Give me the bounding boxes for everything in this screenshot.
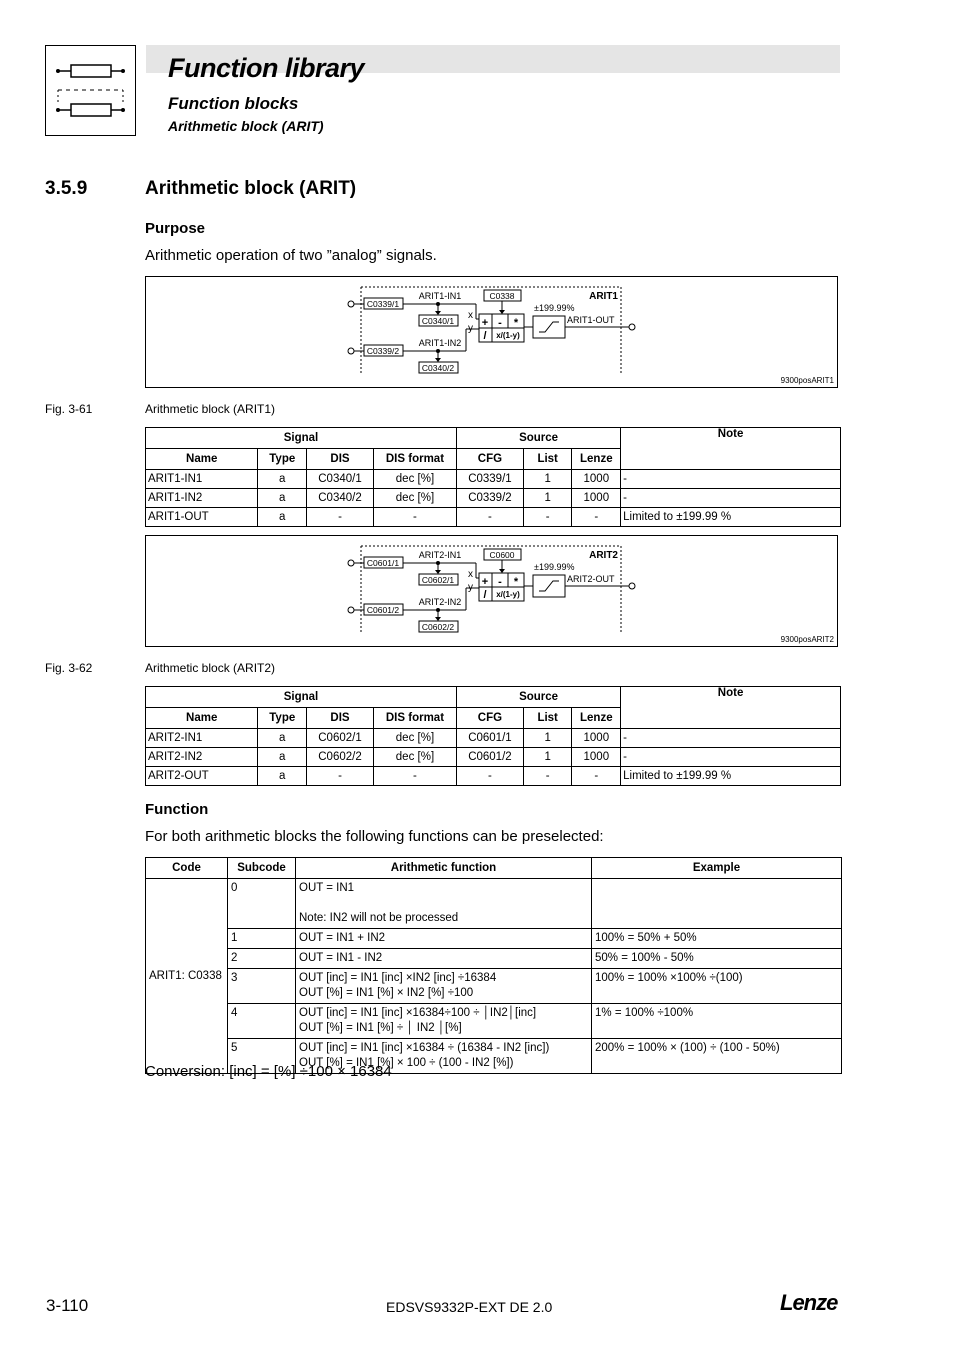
table-row: ARIT1-IN2 a C0340/2 dec [%] C0339/2 1 1000 -: [146, 489, 841, 508]
svg-text:-: -: [498, 317, 502, 329]
arit2-code: C0600: [489, 550, 515, 560]
arit2-cfg1: C0601/1: [366, 558, 400, 568]
purpose-heading: Purpose: [145, 220, 206, 237]
arit2-block-name: ARIT2: [589, 550, 618, 561]
svg-text:/: /: [483, 330, 487, 342]
fig2-caption: Arithmetic block (ARIT2): [145, 661, 276, 675]
code-cell: ARIT1: C0338: [146, 879, 228, 1074]
arit2-limit: ±199.99%: [534, 562, 575, 572]
arit1-x-label: x: [468, 310, 473, 321]
arit1-dis1: C0340/1: [421, 316, 455, 326]
table-row: 2 OUT = IN1 - IN2 50% = 100% - 50%: [146, 949, 842, 969]
purpose-text: Arithmetic operation of two ”analog” signals.: [145, 247, 437, 264]
arithmetic-function-table: Code Subcode Arithmetic function Example ARIT1: C0338 0 OUT = IN1 Note: IN2 will not be processed 1 OUT = IN1 + IN2 100% = 50% + 50% 2 OUT = IN1 - IN2 50% = 100% - 50% 3 OUT [inc] = IN1 [inc] ×IN2 [inc] ÷16384 OUT [%] = IN1 [%] × IN2 [%] ÷100 100% = 100% ×100% ÷(100) 4 OUT [inc] = IN1 [inc] ×16384÷100 ÷ │IN2│[inc] OUT [%] = IN1 [%] ÷ │ IN2 │[%] 1% = 100% ÷100% 5 OUT [inc] = IN1 [inc] ×16384 ÷ (16384 - IN2 [inc]) OUT [%] = IN1 [%] × 100 ÷ (100 - IN2 [%]) 200% = 100% × (100) ÷ (100 - 50%): [145, 857, 842, 1074]
fig2-caption-number: Fig. 3-62: [45, 661, 93, 675]
arit2-y-label: y: [468, 582, 473, 593]
arit2-cfg2: C0601/2: [366, 605, 400, 615]
arit1-in2-label: ARIT1-IN2: [418, 338, 462, 348]
svg-text:*: *: [513, 317, 519, 329]
arit1-code: C0338: [489, 291, 515, 301]
figure-arit1: [145, 276, 838, 388]
page-number: 3-110: [46, 1296, 89, 1315]
fig1-caption: Arithmetic block (ARIT1): [145, 402, 276, 416]
svg-text:+: +: [481, 576, 489, 588]
arit2-ref: 9300posARIT2: [780, 635, 834, 644]
table-row: 5 OUT [inc] = IN1 [inc] ×16384 ÷ (16384 - IN2 [inc]) OUT [%] = IN1 [%] × 100 ÷ (100 - IN2 [%]) 200% = 100% × (100) ÷ (100 - 50%): [146, 1039, 842, 1074]
header-signal: Signal: [146, 428, 457, 449]
arit2-dis2: C0602/2: [421, 622, 455, 632]
fig1-caption-number: Fig. 3-61: [45, 402, 93, 416]
lenze-logo: Lenze: [780, 1290, 838, 1315]
arit2-x-label: x: [468, 569, 473, 580]
table-row: ARIT1-IN1 a C0340/1 dec [%] C0339/1 1 1000 -: [146, 470, 841, 489]
arit2-signal-table: Signal Source Note Name Type DIS DIS format CFG List Lenze ARIT2-IN1 a C0602/1 dec [%] C0601/1 1 1000 - ARIT2-IN2 a C0602/2 dec [%] C0601/2 1 1000 - ARIT2-OUT a - - - - - Limited to ±199.99 %: [145, 686, 841, 786]
svg-text:*: *: [513, 576, 519, 588]
header-note: Note: [621, 428, 841, 470]
arit2-in2-label: ARIT2-IN2: [418, 597, 462, 607]
svg-text:/: /: [483, 589, 487, 601]
table-row: ARIT2-IN1 a C0602/1 dec [%] C0601/1 1 1000 -: [146, 729, 841, 748]
arit2-dis1: C0602/1: [421, 575, 455, 585]
arit1-cfg2: C0339/2: [366, 346, 400, 356]
conversion-text: Conversion: [inc] = [%] ÷100 × 16384: [145, 1063, 392, 1080]
document-id: EDSVS9332P-EXT DE 2.0: [386, 1299, 553, 1315]
arit1-dis2: C0340/2: [421, 363, 455, 373]
arit1-out-label: ARIT1-OUT: [567, 315, 615, 325]
table-row: ARIT1-OUT a - - - - - Limited to ±199.99 %: [146, 508, 841, 527]
svg-text:+: +: [481, 317, 489, 329]
arit1-signal-table: Signal Source Note Name Type DIS DIS format CFG List Lenze ARIT1-IN1 a C0340/1 dec [%] C0339/1 1 1000 - ARIT1-IN2 a C0340/2 dec [%] C0339/2 1 1000 - ARIT1-OUT a - - - - - Limited to ±199.99 %: [145, 427, 841, 527]
table-row: 4 OUT [inc] = IN1 [inc] ×16384÷100 ÷ │IN2│[inc] OUT [%] = IN1 [%] ÷ │ IN2 │[%] 1% = 100% ÷100%: [146, 1004, 842, 1039]
section-title: Arithmetic block (ARIT): [145, 178, 357, 199]
svg-text:-: -: [498, 576, 502, 588]
arit1-limit: ±199.99%: [534, 303, 575, 313]
page-title: Function library: [168, 53, 365, 83]
table-row: ARIT2-OUT a - - - - - Limited to ±199.99 %: [146, 767, 841, 786]
page-subtitle: Function blocks: [168, 94, 299, 113]
arit2-diagram: [146, 536, 837, 646]
page-subsubtitle: Arithmetic block (ARIT): [168, 118, 324, 134]
arit2-in1-label: ARIT2-IN1: [418, 550, 462, 560]
header-source: Source: [457, 428, 621, 449]
section-number: 3.5.9: [45, 178, 88, 199]
chapter-icon-box: [45, 45, 136, 136]
table-row: ARIT1: C0338 0 OUT = IN1 Note: IN2 will not be processed: [146, 879, 842, 929]
arit1-ref: 9300posARIT1: [780, 376, 834, 385]
table-row: ARIT2-IN2 a C0602/2 dec [%] C0601/2 1 1000 -: [146, 748, 841, 767]
svg-text:x/(1-y): x/(1-y): [496, 590, 520, 599]
arit1-block-name: ARIT1: [589, 291, 618, 302]
function-text: For both arithmetic blocks the following functions can be preselected:: [145, 828, 604, 845]
arit2-out-label: ARIT2-OUT: [567, 574, 615, 584]
function-heading: Function: [145, 801, 209, 818]
arit1-y-label: y: [468, 323, 473, 334]
arit1-in1-label: ARIT1-IN1: [418, 291, 462, 301]
arit1-cfg1: C0339/1: [366, 299, 400, 309]
arit1-diagram: [146, 277, 837, 387]
table-row: 3 OUT [inc] = IN1 [inc] ×IN2 [inc] ÷16384 OUT [%] = IN1 [%] × IN2 [%] ÷100 100% = 100% ×100% ÷(100): [146, 969, 842, 1004]
function-block-icon: [46, 46, 135, 135]
svg-text:x/(1-y): x/(1-y): [496, 331, 520, 340]
figure-arit2: [145, 535, 838, 647]
table-row: 1 OUT = IN1 + IN2 100% = 50% + 50%: [146, 929, 842, 949]
